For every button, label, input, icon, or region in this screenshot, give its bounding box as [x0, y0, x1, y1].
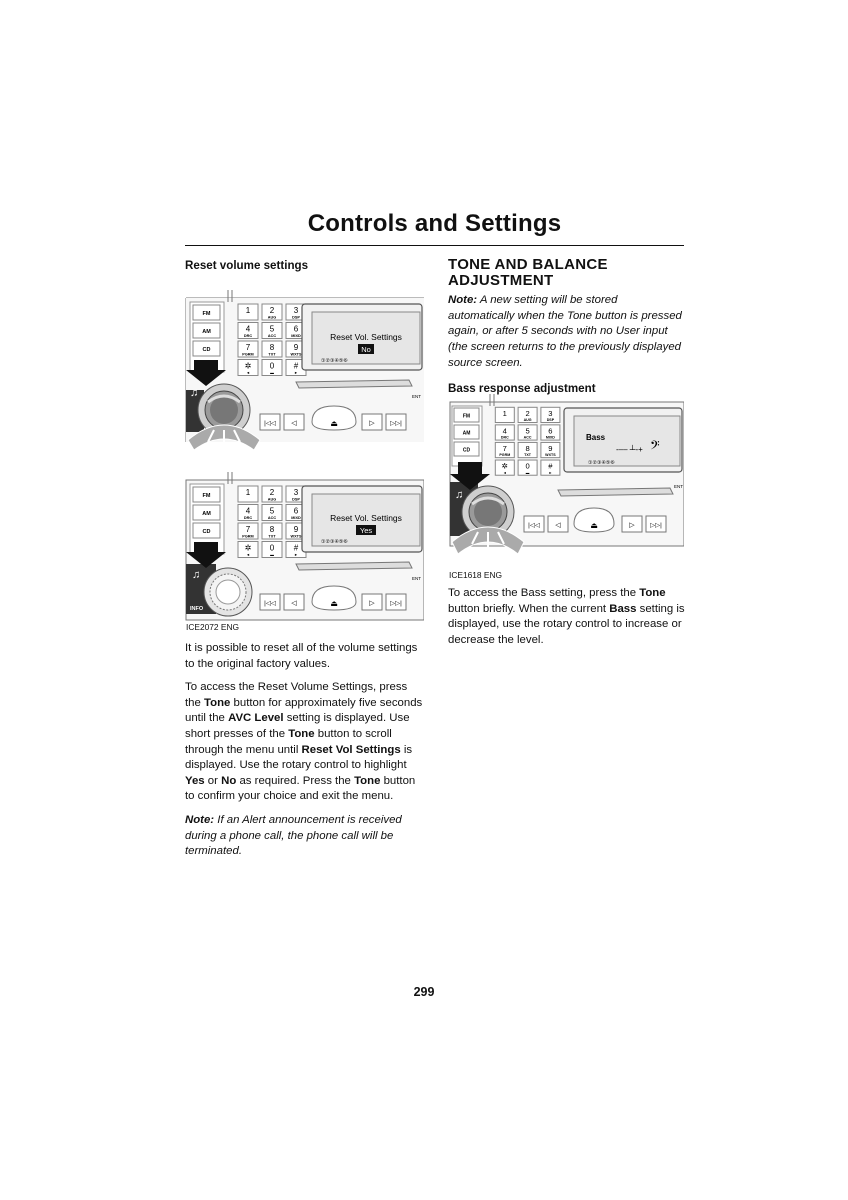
display-indicators: ①②③④⑤⑥	[321, 539, 348, 545]
preset-key-number: 7	[245, 343, 251, 352]
preset-key-number: 1	[502, 408, 507, 418]
preset-key-label: MIXD	[291, 334, 301, 338]
ent-label: ENT	[412, 394, 421, 399]
radio-figure-1	[184, 290, 424, 460]
skip-forward-icon[interactable]: ▷▷|	[390, 420, 402, 427]
eject-icon[interactable]: ⏏	[590, 521, 598, 530]
ent-label: ENT	[412, 576, 421, 581]
preset-key-number: 0	[269, 361, 275, 371]
right-icon[interactable]: ▷	[369, 600, 375, 607]
preset-key-label: ▬	[270, 553, 274, 557]
preset-key-number: 4	[502, 426, 507, 436]
cd-button[interactable]: CD	[202, 347, 211, 353]
preset-key-label: ◄	[503, 470, 507, 475]
preset-key-number: 7	[245, 525, 251, 534]
preset-key-label: AUG	[523, 418, 532, 423]
radio-panel	[186, 290, 424, 450]
preset-key-number: 8	[525, 444, 530, 453]
skip-back-icon[interactable]: |◁◁	[264, 600, 276, 607]
left-body	[185, 641, 423, 868]
display-value-no: No	[361, 345, 371, 354]
music-note-icon: ♫	[455, 489, 464, 501]
preset-key-label: ►	[294, 553, 298, 557]
right-note: Note: A new setting will be stored automatically when the Tone button is pressed again, or after 5 seconds with no User input (the screen returns to the previously displayed source screen.	[448, 294, 682, 369]
preset-key-number: 9	[548, 444, 553, 453]
display-indicators: ①②③④⑤⑥	[321, 358, 348, 364]
skip-forward-icon[interactable]: ▷▷|	[390, 600, 402, 607]
preset-key-label: WXTS	[545, 453, 556, 458]
left-heading-block	[185, 258, 423, 274]
preset-key-label: ACC	[267, 334, 277, 338]
fm-button[interactable]: FM	[202, 493, 211, 499]
title-rule	[185, 245, 684, 246]
music-note-icon: ♫	[192, 569, 201, 581]
info-label: INFO	[190, 606, 204, 612]
display-indicators: ①②③④⑤⑥	[588, 460, 615, 466]
right-icon[interactable]: ▷	[629, 522, 635, 529]
radio-panel	[450, 394, 684, 554]
skip-back-icon[interactable]: |◁◁	[264, 420, 276, 427]
preset-key-label: ►	[548, 470, 553, 475]
preset-key-label: ◄	[246, 553, 250, 557]
cd-button[interactable]: CD	[202, 529, 211, 535]
preset-key-label: ACC	[523, 435, 532, 440]
cd-button[interactable]: CD	[462, 447, 471, 454]
preset-key-label: ►	[294, 371, 298, 375]
preset-key-label: MIXD	[291, 516, 301, 520]
left-icon[interactable]: ◁	[291, 420, 297, 427]
preset-key-label: DRC	[500, 435, 509, 440]
preset-key-number: 2	[269, 306, 275, 315]
preset-key-number: 8	[269, 525, 275, 534]
preset-key-number: 6	[293, 506, 299, 516]
preset-key-number: 6	[293, 324, 299, 334]
preset-key-label: DSP	[292, 497, 300, 502]
display-line: Reset Vol. Settings	[330, 513, 402, 523]
preset-key-label: PGRM	[499, 453, 511, 458]
right-heading: TONE AND BALANCE ADJUSTMENT	[448, 256, 608, 289]
preset-key-number: 5	[269, 324, 275, 334]
right-icon[interactable]: ▷	[369, 420, 375, 427]
preset-key-number: ✲	[244, 361, 252, 371]
preset-key-number: #	[293, 361, 299, 371]
radio-figure-2	[184, 472, 424, 622]
preset-key-label: DRC	[243, 516, 253, 520]
preset-key-label: ACC	[267, 516, 277, 520]
preset-key-label: DSP	[546, 418, 555, 423]
radio-panel	[186, 472, 424, 620]
skip-forward-icon[interactable]: ▷▷|	[650, 522, 662, 529]
preset-key-label: TXT	[268, 352, 276, 357]
right-paragraph: To access the Bass setting, press the Tone button briefly. When the current Bass setting is displayed, use the rotary control to increase or decrease the level.	[448, 587, 685, 646]
display-line: Reset Vol. Settings	[330, 332, 402, 342]
preset-key-number: ✲	[501, 461, 508, 471]
display-value-yes: Yes	[359, 526, 373, 535]
radio-figure-3	[448, 394, 684, 566]
preset-key-label: PGRM	[242, 352, 254, 357]
display-line-bass: Bass	[586, 433, 606, 442]
left-icon[interactable]: ◁	[291, 600, 297, 607]
left-figure-caption: ICE2072 ENG	[186, 622, 240, 632]
preset-key-number: #	[293, 543, 299, 553]
preset-key-number: 8	[269, 343, 275, 352]
preset-key-label: TXT	[268, 534, 276, 539]
am-button[interactable]: AM	[462, 430, 471, 437]
left-heading: Reset volume settings	[185, 259, 309, 272]
preset-key-number: 4	[245, 324, 251, 334]
fm-button[interactable]: FM	[202, 311, 211, 317]
right-body	[448, 586, 686, 656]
am-button[interactable]: AM	[202, 329, 211, 335]
preset-key-label: PGRM	[242, 534, 254, 539]
preset-key-label: AUG	[267, 315, 277, 320]
left-note: Note: If an Alert announcement is received during a phone call, the phone call will be terminated.	[185, 813, 402, 858]
preset-key-number: 1	[245, 488, 251, 497]
music-note-icon: ♫	[190, 387, 199, 399]
preset-key-number: 0	[525, 461, 530, 471]
eject-icon[interactable]: ⏏	[330, 419, 338, 428]
preset-key-label: DRC	[243, 334, 253, 338]
preset-key-label: TXT	[524, 453, 532, 458]
bass-level-bar: -–– ┴-+	[616, 445, 643, 454]
left-icon[interactable]: ◁	[555, 522, 561, 529]
page-title: Controls and Settings	[307, 210, 562, 237]
preset-key-number: 0	[269, 543, 275, 553]
right-top	[448, 257, 686, 397]
preset-key-number: ✲	[244, 543, 252, 553]
preset-key-number: 3	[293, 488, 299, 497]
left-paragraph-2: To access the Reset Volume Settings, press the Tone button for approximately five seconds until the AVC Level setting is displayed. Use short presses of the Tone button to scroll through the menu until Reset Vol Settings is displayed. Use the rotary control to highlight Yes or No as required. Press the Tone button to confirm your choice and exit the menu.	[185, 681, 423, 803]
eject-icon[interactable]: ⏏	[330, 599, 338, 608]
preset-key-label: WXTS	[290, 534, 302, 539]
preset-key-number: 2	[269, 488, 275, 497]
fm-button[interactable]: FM	[462, 413, 471, 420]
am-button[interactable]: AM	[202, 511, 211, 517]
preset-key-number: 4	[245, 506, 251, 516]
preset-key-number: #	[548, 461, 553, 471]
preset-key-number: 3	[293, 306, 299, 315]
right-figure-caption: ICE1618 ENG	[449, 570, 503, 580]
preset-key-number: 5	[525, 426, 530, 436]
bass-clef-icon: 𝄢	[650, 439, 660, 456]
preset-key-label: DSP	[292, 315, 300, 320]
preset-key-number: 7	[502, 444, 507, 453]
preset-key-number: 3	[548, 408, 553, 418]
preset-key-label: ▬	[525, 470, 530, 475]
preset-key-label: WXTS	[290, 352, 302, 357]
preset-key-label: AUG	[267, 497, 277, 502]
skip-back-icon[interactable]: |◁◁	[528, 522, 540, 529]
preset-key-number: 1	[245, 306, 251, 315]
preset-key-number: 9	[293, 343, 299, 352]
preset-key-number: 2	[525, 408, 530, 418]
left-paragraph-1: It is possible to reset all of the volume settings to the original factory values.	[185, 642, 418, 670]
preset-key-label: MIXD	[545, 435, 555, 440]
preset-key-label: ▬	[270, 371, 274, 375]
preset-key-number: 6	[548, 426, 553, 436]
preset-key-number: 5	[269, 506, 275, 516]
page-number: 299	[413, 985, 435, 999]
preset-key-label: ◄	[246, 371, 250, 375]
preset-key-number: 9	[293, 525, 299, 534]
ent-label: ENT	[674, 484, 683, 489]
right-subheading: Bass response adjustment	[448, 382, 596, 396]
